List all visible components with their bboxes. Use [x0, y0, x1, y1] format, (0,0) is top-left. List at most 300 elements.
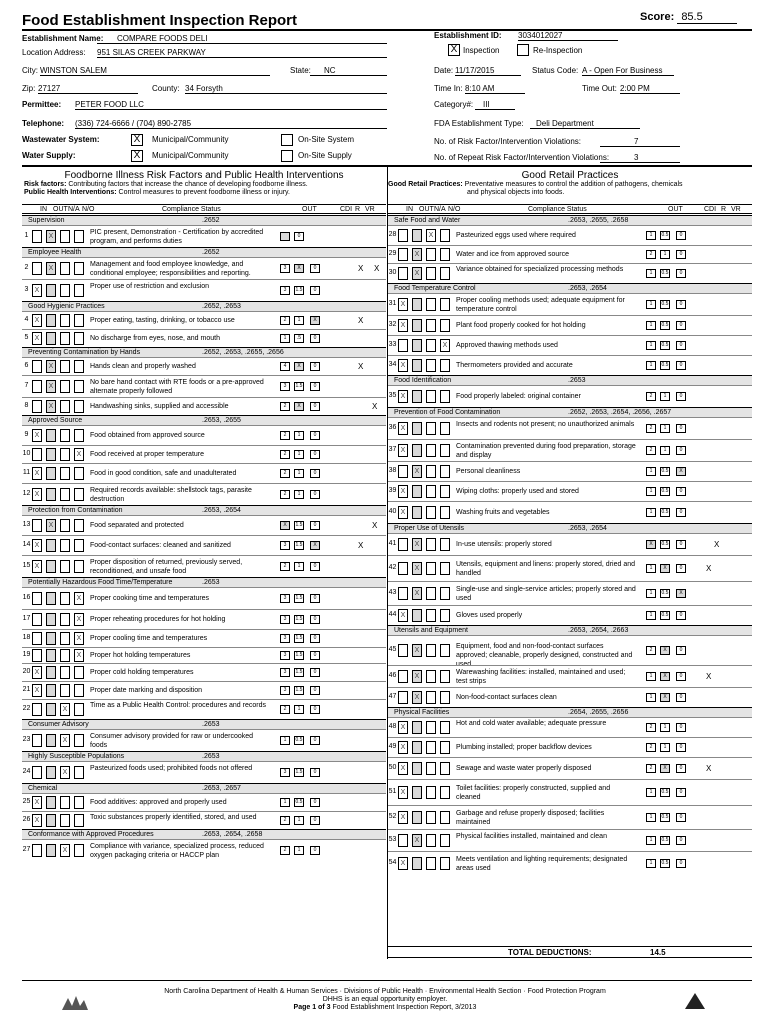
points-box[interactable]: 1 — [646, 836, 656, 845]
na-checkbox[interactable]: X — [426, 229, 436, 242]
in-checkbox[interactable]: X — [32, 314, 42, 327]
points-box[interactable]: 3 — [280, 768, 290, 777]
na-checkbox[interactable] — [426, 857, 436, 870]
no-checkbox[interactable] — [74, 284, 84, 297]
out-checkbox[interactable] — [412, 786, 422, 799]
out-checkbox[interactable]: X — [46, 380, 56, 393]
in-checkbox[interactable]: X — [398, 359, 408, 372]
no-checkbox[interactable] — [440, 319, 450, 332]
out-checkbox[interactable] — [46, 814, 56, 827]
no-checkbox[interactable] — [440, 248, 450, 261]
out-checkbox[interactable]: X — [412, 267, 422, 280]
in-checkbox[interactable]: X — [398, 298, 408, 311]
points-box[interactable]: 2 — [280, 431, 290, 440]
na-checkbox[interactable] — [426, 538, 436, 551]
out-checkbox[interactable] — [412, 359, 422, 372]
na-checkbox[interactable] — [426, 562, 436, 575]
out-checkbox[interactable]: X — [412, 670, 422, 683]
points-box[interactable]: 2 — [646, 392, 656, 401]
points-box[interactable]: 1.5 — [295, 383, 303, 389]
points-box[interactable]: 1 — [646, 341, 656, 350]
na-checkbox[interactable]: X — [60, 734, 70, 747]
points-box[interactable]: 0 — [310, 562, 320, 571]
na-checkbox[interactable] — [60, 429, 70, 442]
no-checkbox[interactable] — [440, 506, 450, 519]
points-box[interactable]: 0 — [676, 446, 686, 455]
points-box[interactable]: 0 — [676, 321, 686, 330]
na-checkbox[interactable] — [60, 814, 70, 827]
na-checkbox[interactable] — [426, 444, 436, 457]
out-checkbox[interactable]: X — [46, 230, 56, 243]
points-box[interactable]: 2 — [646, 646, 656, 655]
points-box[interactable]: 3 — [280, 264, 290, 273]
no-checkbox[interactable] — [440, 834, 450, 847]
na-checkbox[interactable] — [426, 506, 436, 519]
points-box[interactable]: 0.5 — [661, 612, 669, 618]
points-box[interactable]: 2 — [280, 316, 290, 325]
water-onsite-checkbox[interactable] — [281, 150, 293, 162]
out-checkbox[interactable] — [412, 422, 422, 435]
points-box[interactable]: 4 — [280, 362, 290, 371]
na-checkbox[interactable] — [426, 319, 436, 332]
points-box[interactable]: X — [676, 467, 686, 476]
no-checkbox[interactable]: X — [74, 632, 84, 645]
na-checkbox[interactable] — [60, 488, 70, 501]
in-checkbox[interactable] — [398, 587, 408, 600]
out-checkbox[interactable] — [46, 613, 56, 626]
points-box[interactable]: X — [294, 362, 304, 371]
points-box[interactable]: 2 — [646, 723, 656, 732]
points-box[interactable]: 3 — [280, 668, 290, 677]
in-checkbox[interactable]: X — [32, 814, 42, 827]
na-checkbox[interactable] — [426, 691, 436, 704]
points-box[interactable]: 0 — [676, 392, 686, 401]
points-box[interactable]: 0.5 — [661, 322, 669, 328]
no-checkbox[interactable]: X — [74, 649, 84, 662]
no-checkbox[interactable] — [74, 400, 84, 413]
no-checkbox[interactable] — [74, 262, 84, 275]
in-checkbox[interactable]: X — [398, 319, 408, 332]
in-checkbox[interactable]: X — [32, 332, 42, 345]
points-box[interactable]: 2 — [280, 490, 290, 499]
out-checkbox[interactable] — [412, 444, 422, 457]
in-checkbox[interactable]: X — [398, 422, 408, 435]
points-box[interactable]: X — [310, 541, 320, 550]
no-checkbox[interactable] — [440, 229, 450, 242]
no-checkbox[interactable] — [440, 587, 450, 600]
no-checkbox[interactable] — [440, 691, 450, 704]
in-checkbox[interactable] — [398, 229, 408, 242]
points-box[interactable]: 0.5 — [661, 789, 669, 795]
no-checkbox[interactable] — [440, 609, 450, 622]
in-checkbox[interactable] — [398, 670, 408, 683]
points-box[interactable]: 2 — [280, 402, 290, 411]
points-box[interactable]: 1 — [294, 490, 304, 499]
points-box[interactable]: .5 — [294, 334, 304, 343]
points-box[interactable]: 3 — [280, 594, 290, 603]
points-box[interactable] — [280, 232, 290, 241]
in-checkbox[interactable]: X — [398, 444, 408, 457]
na-checkbox[interactable] — [60, 448, 70, 461]
out-checkbox[interactable]: X — [412, 248, 422, 261]
na-checkbox[interactable] — [60, 262, 70, 275]
points-box[interactable]: 0 — [676, 672, 686, 681]
in-checkbox[interactable] — [32, 230, 42, 243]
no-checkbox[interactable] — [74, 360, 84, 373]
points-box[interactable]: 0 — [676, 859, 686, 868]
na-checkbox[interactable] — [426, 762, 436, 775]
points-box[interactable]: 0 — [310, 668, 320, 677]
points-box[interactable]: 1 — [646, 300, 656, 309]
out-checkbox[interactable] — [412, 339, 422, 352]
out-checkbox[interactable]: X — [412, 587, 422, 600]
points-box[interactable]: 0 — [676, 764, 686, 773]
points-box[interactable]: 0 — [676, 487, 686, 496]
no-checkbox[interactable] — [440, 390, 450, 403]
no-checkbox[interactable] — [440, 721, 450, 734]
points-box[interactable]: X — [660, 672, 670, 681]
points-box[interactable]: 0 — [676, 836, 686, 845]
points-box[interactable]: 0 — [676, 250, 686, 259]
points-box[interactable]: 0 — [310, 382, 320, 391]
points-box[interactable]: 0 — [676, 231, 686, 240]
points-box[interactable]: 1 — [294, 431, 304, 440]
no-checkbox[interactable] — [440, 562, 450, 575]
na-checkbox[interactable] — [426, 644, 436, 657]
out-checkbox[interactable] — [412, 762, 422, 775]
points-box[interactable]: 1.5 — [295, 652, 303, 658]
points-box[interactable]: 0 — [310, 686, 320, 695]
no-checkbox[interactable] — [74, 332, 84, 345]
in-checkbox[interactable]: X — [398, 506, 408, 519]
no-checkbox[interactable] — [74, 684, 84, 697]
out-checkbox[interactable] — [46, 332, 56, 345]
out-checkbox[interactable] — [412, 741, 422, 754]
na-checkbox[interactable] — [60, 284, 70, 297]
no-checkbox[interactable] — [440, 465, 450, 478]
out-checkbox[interactable]: X — [46, 262, 56, 275]
in-checkbox[interactable] — [398, 465, 408, 478]
na-checkbox[interactable] — [60, 666, 70, 679]
points-box[interactable]: 0 — [676, 269, 686, 278]
points-box[interactable]: 2 — [646, 424, 656, 433]
points-box[interactable]: 0 — [294, 232, 304, 241]
na-checkbox[interactable] — [60, 314, 70, 327]
points-box[interactable]: 1.5 — [295, 669, 303, 675]
water-municipal-checkbox[interactable]: X — [131, 150, 143, 162]
wastewater-municipal-checkbox[interactable]: X — [131, 134, 143, 146]
points-box[interactable]: 0.5 — [661, 301, 669, 307]
points-box[interactable]: 0 — [676, 788, 686, 797]
no-checkbox[interactable] — [74, 796, 84, 809]
points-box[interactable]: X — [310, 316, 320, 325]
no-checkbox[interactable] — [440, 670, 450, 683]
na-checkbox[interactable] — [60, 684, 70, 697]
out-checkbox[interactable] — [412, 721, 422, 734]
points-box[interactable]: 1 — [294, 562, 304, 571]
in-checkbox[interactable] — [398, 538, 408, 551]
inspection-checkbox[interactable]: X — [448, 44, 460, 56]
points-box[interactable]: X — [660, 646, 670, 655]
points-box[interactable]: 0 — [676, 611, 686, 620]
out-checkbox[interactable]: X — [46, 360, 56, 373]
out-checkbox[interactable]: X — [412, 562, 422, 575]
in-checkbox[interactable] — [32, 448, 42, 461]
na-checkbox[interactable] — [60, 613, 70, 626]
points-box[interactable]: 0.5 — [661, 590, 669, 596]
no-checkbox[interactable] — [74, 766, 84, 779]
no-checkbox[interactable]: X — [74, 448, 84, 461]
in-checkbox[interactable]: X — [398, 609, 408, 622]
points-box[interactable]: 1.5 — [295, 287, 303, 293]
points-box[interactable]: 1 — [646, 589, 656, 598]
points-box[interactable]: 0.5 — [661, 488, 669, 494]
points-box[interactable]: X — [660, 764, 670, 773]
points-box[interactable]: 0 — [310, 634, 320, 643]
points-box[interactable]: 0 — [676, 424, 686, 433]
points-box[interactable]: 0.5 — [661, 342, 669, 348]
no-checkbox[interactable]: X — [74, 613, 84, 626]
points-box[interactable]: 1 — [660, 723, 670, 732]
na-checkbox[interactable] — [426, 485, 436, 498]
no-checkbox[interactable] — [74, 380, 84, 393]
na-checkbox[interactable] — [60, 592, 70, 605]
points-box[interactable]: X — [294, 402, 304, 411]
out-checkbox[interactable] — [412, 319, 422, 332]
points-box[interactable]: 1 — [646, 672, 656, 681]
na-checkbox[interactable] — [60, 230, 70, 243]
out-checkbox[interactable] — [412, 390, 422, 403]
out-checkbox[interactable] — [412, 609, 422, 622]
points-box[interactable]: 1 — [646, 693, 656, 702]
no-checkbox[interactable] — [440, 811, 450, 824]
points-box[interactable]: 0 — [676, 361, 686, 370]
na-checkbox[interactable] — [60, 360, 70, 373]
na-checkbox[interactable] — [426, 741, 436, 754]
points-box[interactable]: 0 — [310, 768, 320, 777]
points-box[interactable]: X — [676, 589, 686, 598]
na-checkbox[interactable] — [426, 339, 436, 352]
in-checkbox[interactable] — [32, 380, 42, 393]
no-checkbox[interactable] — [74, 814, 84, 827]
points-box[interactable]: 0 — [310, 846, 320, 855]
in-checkbox[interactable]: X — [32, 539, 42, 552]
out-checkbox[interactable] — [46, 448, 56, 461]
in-checkbox[interactable] — [32, 632, 42, 645]
na-checkbox[interactable] — [426, 390, 436, 403]
points-box[interactable]: 1 — [646, 231, 656, 240]
in-checkbox[interactable]: X — [32, 666, 42, 679]
points-box[interactable]: 1.5 — [295, 522, 303, 528]
points-box[interactable]: 1.5 — [295, 542, 303, 548]
points-box[interactable]: 1.5 — [295, 687, 303, 693]
points-box[interactable]: 2 — [646, 764, 656, 773]
points-box[interactable]: 0 — [676, 693, 686, 702]
na-checkbox[interactable] — [60, 632, 70, 645]
na-checkbox[interactable] — [426, 298, 436, 311]
out-checkbox[interactable] — [46, 560, 56, 573]
na-checkbox[interactable] — [60, 400, 70, 413]
points-box[interactable]: 1 — [660, 446, 670, 455]
points-box[interactable]: 2 — [280, 705, 290, 714]
points-box[interactable]: 0 — [676, 540, 686, 549]
reinspection-checkbox[interactable] — [517, 44, 529, 56]
points-box[interactable]: 2 — [280, 816, 290, 825]
points-box[interactable]: 1 — [646, 859, 656, 868]
points-box[interactable]: 2 — [280, 562, 290, 571]
points-box[interactable]: 2 — [280, 469, 290, 478]
points-box[interactable]: 1 — [294, 846, 304, 855]
na-checkbox[interactable] — [426, 609, 436, 622]
na-checkbox[interactable] — [60, 539, 70, 552]
na-checkbox[interactable] — [426, 811, 436, 824]
na-checkbox[interactable] — [60, 467, 70, 480]
no-checkbox[interactable] — [74, 314, 84, 327]
na-checkbox[interactable] — [426, 834, 436, 847]
na-checkbox[interactable] — [60, 560, 70, 573]
out-checkbox[interactable]: X — [412, 538, 422, 551]
points-box[interactable]: 0 — [676, 646, 686, 655]
in-checkbox[interactable]: X — [32, 560, 42, 573]
out-checkbox[interactable] — [46, 284, 56, 297]
points-box[interactable]: 3 — [280, 286, 290, 295]
points-box[interactable]: 3 — [280, 541, 290, 550]
out-checkbox[interactable] — [46, 488, 56, 501]
points-box[interactable]: 0.5 — [661, 509, 669, 515]
no-checkbox[interactable]: X — [74, 592, 84, 605]
points-box[interactable]: 1 — [294, 450, 304, 459]
points-box[interactable]: 1.5 — [295, 595, 303, 601]
out-checkbox[interactable] — [412, 506, 422, 519]
points-box[interactable]: 0 — [310, 651, 320, 660]
out-checkbox[interactable]: X — [412, 644, 422, 657]
points-box[interactable]: X — [660, 693, 670, 702]
out-checkbox[interactable]: X — [46, 400, 56, 413]
points-box[interactable]: 0.5 — [661, 232, 669, 238]
na-checkbox[interactable] — [60, 649, 70, 662]
points-box[interactable]: 2 — [280, 846, 290, 855]
no-checkbox[interactable] — [440, 267, 450, 280]
in-checkbox[interactable] — [32, 703, 42, 716]
in-checkbox[interactable]: X — [398, 811, 408, 824]
points-box[interactable]: 0.5 — [661, 468, 669, 474]
points-box[interactable]: 1 — [646, 611, 656, 620]
points-box[interactable]: 1 — [280, 736, 290, 745]
points-box[interactable]: 0 — [310, 615, 320, 624]
in-checkbox[interactable] — [32, 649, 42, 662]
out-checkbox[interactable]: X — [412, 834, 422, 847]
points-box[interactable]: 1.5 — [295, 769, 303, 775]
in-checkbox[interactable] — [32, 766, 42, 779]
points-box[interactable]: 0 — [676, 723, 686, 732]
in-checkbox[interactable] — [398, 248, 408, 261]
no-checkbox[interactable]: X — [440, 339, 450, 352]
out-checkbox[interactable] — [46, 666, 56, 679]
points-box[interactable]: 1.5 — [295, 616, 303, 622]
wastewater-onsite-checkbox[interactable] — [281, 134, 293, 146]
out-checkbox[interactable] — [46, 684, 56, 697]
no-checkbox[interactable] — [440, 485, 450, 498]
points-box[interactable]: 0 — [310, 450, 320, 459]
in-checkbox[interactable]: X — [32, 467, 42, 480]
na-checkbox[interactable] — [426, 267, 436, 280]
no-checkbox[interactable] — [74, 703, 84, 716]
points-box[interactable]: 1 — [646, 321, 656, 330]
in-checkbox[interactable] — [398, 339, 408, 352]
in-checkbox[interactable] — [32, 400, 42, 413]
na-checkbox[interactable]: X — [60, 766, 70, 779]
points-box[interactable]: 1 — [294, 816, 304, 825]
no-checkbox[interactable] — [74, 560, 84, 573]
out-checkbox[interactable]: X — [412, 691, 422, 704]
no-checkbox[interactable] — [74, 488, 84, 501]
in-checkbox[interactable]: X — [398, 786, 408, 799]
na-checkbox[interactable] — [426, 359, 436, 372]
in-checkbox[interactable]: X — [32, 796, 42, 809]
na-checkbox[interactable] — [426, 587, 436, 600]
points-box[interactable]: 3 — [280, 634, 290, 643]
in-checkbox[interactable] — [32, 734, 42, 747]
points-box[interactable]: 1 — [660, 250, 670, 259]
out-checkbox[interactable] — [412, 298, 422, 311]
points-box[interactable]: 0 — [310, 264, 320, 273]
no-checkbox[interactable] — [74, 429, 84, 442]
points-box[interactable]: 0.5 — [661, 860, 669, 866]
points-box[interactable]: 1 — [660, 424, 670, 433]
out-checkbox[interactable] — [46, 766, 56, 779]
points-box[interactable]: X — [660, 564, 670, 573]
out-checkbox[interactable] — [46, 844, 56, 857]
points-box[interactable]: 3 — [280, 686, 290, 695]
points-box[interactable]: X — [294, 264, 304, 273]
out-checkbox[interactable]: X — [46, 519, 56, 532]
points-box[interactable]: 0 — [676, 564, 686, 573]
points-box[interactable]: 0.5 — [661, 362, 669, 368]
points-box[interactable]: 0 — [676, 300, 686, 309]
points-box[interactable]: 1 — [646, 467, 656, 476]
na-checkbox[interactable] — [60, 519, 70, 532]
in-checkbox[interactable]: X — [398, 721, 408, 734]
na-checkbox[interactable] — [60, 796, 70, 809]
points-box[interactable]: 1 — [294, 705, 304, 714]
points-box[interactable]: 0.5 — [295, 799, 303, 805]
points-box[interactable]: 0 — [310, 469, 320, 478]
out-checkbox[interactable] — [46, 632, 56, 645]
na-checkbox[interactable]: X — [60, 703, 70, 716]
no-checkbox[interactable] — [74, 230, 84, 243]
na-checkbox[interactable] — [60, 332, 70, 345]
in-checkbox[interactable]: X — [32, 284, 42, 297]
out-checkbox[interactable] — [46, 592, 56, 605]
na-checkbox[interactable] — [426, 422, 436, 435]
points-box[interactable]: 0 — [310, 521, 320, 530]
points-box[interactable]: 1 — [294, 316, 304, 325]
points-box[interactable]: 0 — [310, 334, 320, 343]
points-box[interactable]: 3 — [280, 651, 290, 660]
in-checkbox[interactable] — [398, 834, 408, 847]
points-box[interactable]: 3 — [280, 382, 290, 391]
points-box[interactable]: 1 — [646, 564, 656, 573]
points-box[interactable]: 0.5 — [295, 737, 303, 743]
no-checkbox[interactable] — [74, 734, 84, 747]
points-box[interactable]: 2 — [646, 446, 656, 455]
na-checkbox[interactable]: X — [60, 844, 70, 857]
in-checkbox[interactable] — [398, 644, 408, 657]
in-checkbox[interactable]: X — [32, 488, 42, 501]
points-box[interactable]: 2 — [646, 743, 656, 752]
na-checkbox[interactable] — [60, 380, 70, 393]
no-checkbox[interactable] — [74, 666, 84, 679]
